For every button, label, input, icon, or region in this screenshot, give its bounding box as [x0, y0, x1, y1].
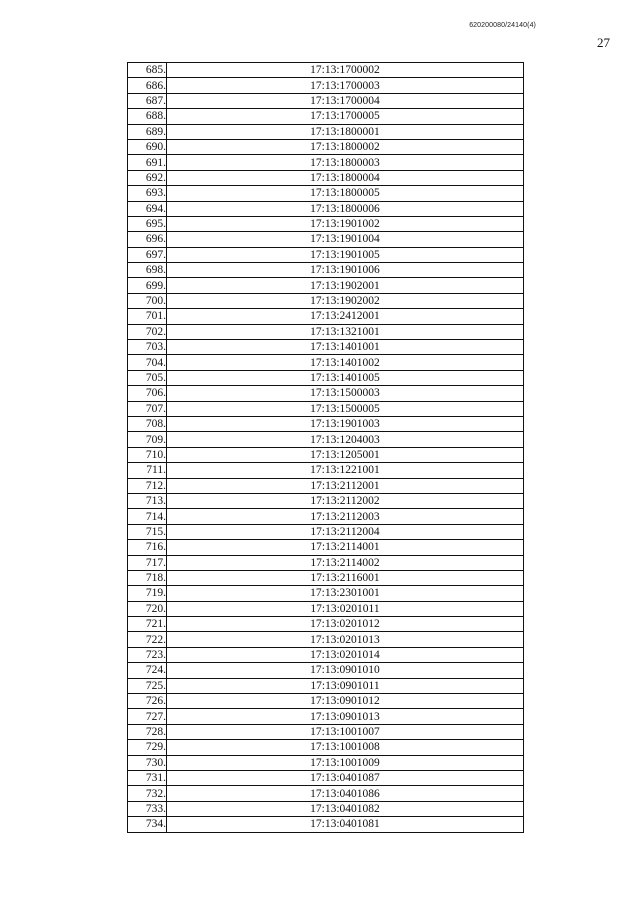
cadastral-code: 17:13:2112001 [167, 478, 524, 493]
table-row [128, 109, 524, 124]
table-row [128, 278, 524, 293]
table-row [128, 401, 524, 416]
row-number: 685. [128, 63, 167, 78]
cadastral-code: 17:13:2112004 [167, 524, 524, 539]
table-row [128, 647, 524, 662]
row-number: 691. [128, 155, 167, 170]
row-number: 716. [128, 540, 167, 555]
cadastral-code: 17:13:1800001 [167, 124, 524, 139]
table-row [128, 463, 524, 478]
table-row [128, 247, 524, 262]
cadastral-code: 17:13:0401081 [167, 817, 524, 832]
cadastral-code: 17:13:2116001 [167, 570, 524, 585]
cadastral-code: 17:13:2301001 [167, 586, 524, 601]
table-body [128, 63, 524, 833]
table-row [128, 786, 524, 801]
row-number: 734. [128, 817, 167, 832]
row-number: 692. [128, 170, 167, 185]
table-row [128, 817, 524, 832]
cadastral-code: 17:13:1204003 [167, 432, 524, 447]
cadastral-code: 17:13:2114001 [167, 540, 524, 555]
cadastral-code: 17:13:0201011 [167, 601, 524, 616]
table-row [128, 386, 524, 401]
cadastral-code: 17:13:0901011 [167, 678, 524, 693]
cadastral-code: 17:13:1800002 [167, 139, 524, 154]
table-row [128, 617, 524, 632]
table-row [128, 170, 524, 185]
cadastral-code: 17:13:0901012 [167, 694, 524, 709]
document-reference: 620200080/24140(4) [469, 22, 536, 29]
table-row [128, 293, 524, 308]
row-number: 709. [128, 432, 167, 447]
cadastral-code: 17:13:1001007 [167, 724, 524, 739]
row-number: 730. [128, 755, 167, 770]
row-number: 733. [128, 801, 167, 816]
table-row [128, 663, 524, 678]
cadastral-code: 17:13:1001009 [167, 755, 524, 770]
table-row [128, 801, 524, 816]
row-number: 724. [128, 663, 167, 678]
cadastral-code: 17:13:1901005 [167, 247, 524, 262]
cadastral-code: 17:13:1500003 [167, 386, 524, 401]
row-number: 727. [128, 709, 167, 724]
row-number: 723. [128, 647, 167, 662]
cadastral-code: 17:13:2412001 [167, 309, 524, 324]
table-row [128, 601, 524, 616]
row-number: 711. [128, 463, 167, 478]
table-row [128, 263, 524, 278]
table-row [128, 678, 524, 693]
table-row [128, 340, 524, 355]
cadastral-code: 17:13:1321001 [167, 324, 524, 339]
row-number: 699. [128, 278, 167, 293]
table-row [128, 186, 524, 201]
row-number: 720. [128, 601, 167, 616]
row-number: 729. [128, 740, 167, 755]
cadastral-code: 17:13:1221001 [167, 463, 524, 478]
table-row [128, 416, 524, 431]
table-row [128, 570, 524, 585]
table-row [128, 370, 524, 385]
row-number: 726. [128, 694, 167, 709]
cadastral-code: 17:13:0201014 [167, 647, 524, 662]
row-number: 695. [128, 216, 167, 231]
table-row [128, 724, 524, 739]
table-row [128, 432, 524, 447]
row-number: 693. [128, 186, 167, 201]
table-row [128, 524, 524, 539]
cadastral-code: 17:13:0901010 [167, 663, 524, 678]
table-row [128, 478, 524, 493]
table-row [128, 124, 524, 139]
cadastral-code: 17:13:1800003 [167, 155, 524, 170]
table-row [128, 555, 524, 570]
row-number: 728. [128, 724, 167, 739]
row-number: 704. [128, 355, 167, 370]
table-row [128, 709, 524, 724]
cadastral-code: 17:13:2112003 [167, 509, 524, 524]
table-row [128, 232, 524, 247]
table-row [128, 694, 524, 709]
cadastral-code: 17:13:1700003 [167, 78, 524, 93]
table-row [128, 540, 524, 555]
row-number: 694. [128, 201, 167, 216]
cadastral-code: 17:13:1401001 [167, 340, 524, 355]
table-row [128, 755, 524, 770]
cadastral-code: 17:13:0901013 [167, 709, 524, 724]
row-number: 732. [128, 786, 167, 801]
cadastral-code: 17:13:1700004 [167, 93, 524, 108]
table-row [128, 493, 524, 508]
table-row [128, 93, 524, 108]
row-number: 715. [128, 524, 167, 539]
cadastral-code: 17:13:1401002 [167, 355, 524, 370]
cadastral-code: 17:13:2114002 [167, 555, 524, 570]
cadastral-code: 17:13:1901006 [167, 263, 524, 278]
row-number: 731. [128, 770, 167, 785]
row-number: 708. [128, 416, 167, 431]
row-number: 718. [128, 570, 167, 585]
table-row [128, 509, 524, 524]
table-row [128, 324, 524, 339]
cadastral-code: 17:13:0401082 [167, 801, 524, 816]
table-row [128, 63, 524, 78]
page-number: 27 [597, 35, 610, 50]
cadastral-code: 17:13:1700005 [167, 109, 524, 124]
row-number: 686. [128, 78, 167, 93]
table-row [128, 355, 524, 370]
row-number: 688. [128, 109, 167, 124]
row-number: 689. [128, 124, 167, 139]
table-row [128, 447, 524, 462]
row-number: 697. [128, 247, 167, 262]
row-number: 687. [128, 93, 167, 108]
cadastral-code: 17:13:1902001 [167, 278, 524, 293]
row-number: 705. [128, 370, 167, 385]
table-row [128, 216, 524, 231]
cadastral-code: 17:13:0401087 [167, 770, 524, 785]
cadastral-code: 17:13:1902002 [167, 293, 524, 308]
row-number: 713. [128, 493, 167, 508]
cadastral-code: 17:13:1700002 [167, 63, 524, 78]
row-number: 703. [128, 340, 167, 355]
cadastral-code: 17:13:2112002 [167, 493, 524, 508]
table-row [128, 770, 524, 785]
row-number: 702. [128, 324, 167, 339]
row-number: 690. [128, 139, 167, 154]
table-row [128, 201, 524, 216]
cadastral-code: 17:13:1800005 [167, 186, 524, 201]
table-row [128, 155, 524, 170]
cadastral-code: 17:13:1001008 [167, 740, 524, 755]
cadastral-code: 17:13:1401005 [167, 370, 524, 385]
row-number: 696. [128, 232, 167, 247]
cadastral-code: 17:13:1800006 [167, 201, 524, 216]
row-number: 714. [128, 509, 167, 524]
table-row [128, 78, 524, 93]
row-number: 721. [128, 617, 167, 632]
cadastral-code: 17:13:1205001 [167, 447, 524, 462]
row-number: 719. [128, 586, 167, 601]
row-number: 698. [128, 263, 167, 278]
cadastral-code: 17:13:0201012 [167, 617, 524, 632]
table-row [128, 586, 524, 601]
row-number: 710. [128, 447, 167, 462]
row-number: 700. [128, 293, 167, 308]
cadastral-number-table [127, 62, 524, 833]
cadastral-code: 17:13:1500005 [167, 401, 524, 416]
table-row [128, 139, 524, 154]
row-number: 706. [128, 386, 167, 401]
cadastral-code: 17:13:0401086 [167, 786, 524, 801]
cadastral-code: 17:13:1800004 [167, 170, 524, 185]
row-number: 725. [128, 678, 167, 693]
row-number: 722. [128, 632, 167, 647]
cadastral-code: 17:13:1901003 [167, 416, 524, 431]
row-number: 707. [128, 401, 167, 416]
row-number: 701. [128, 309, 167, 324]
table-row [128, 632, 524, 647]
table-row [128, 309, 524, 324]
cadastral-code: 17:13:1901004 [167, 232, 524, 247]
cadastral-code: 17:13:0201013 [167, 632, 524, 647]
table-row [128, 740, 524, 755]
row-number: 717. [128, 555, 167, 570]
cadastral-code: 17:13:1901002 [167, 216, 524, 231]
row-number: 712. [128, 478, 167, 493]
